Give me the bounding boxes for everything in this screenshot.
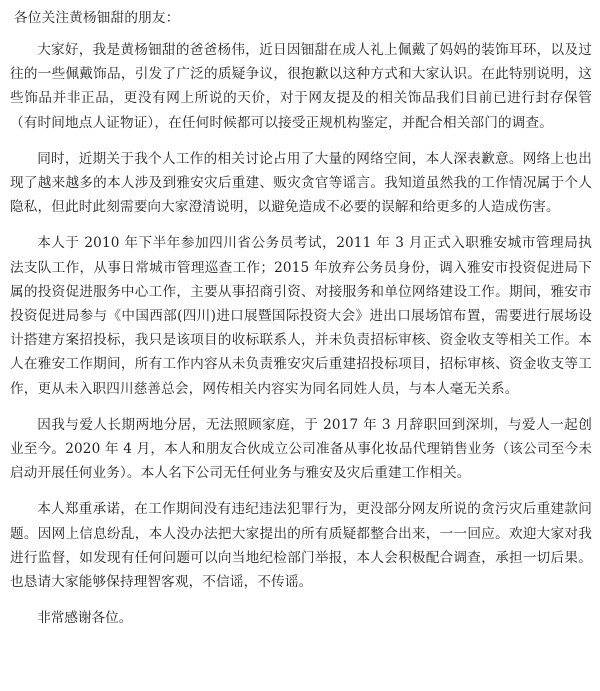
paragraph-pledge: 本人郑重承诺，在工作期间没有违纪违法犯罪行为，更没部分网友所说的贪污灾后重建款问题。因网上信息纷乱，本人没办法把大家提出的所有质疑都整合出来，一一回应。欢迎大家对我进行监督，如发现有任何问题可以向当地纪检部门举报，本人会积极配合调查，承担一切后果。也恳请大家能够保持理智客观，不信谣，不传谣。 [10, 501, 592, 591]
closing-line: 非常感谢各位。 [37, 610, 133, 627]
paragraph-apology: 同时，近期关于我个人工作的相关讨论占用了大量的网络空间，本人深表歉意。网络上也出现了越来越多的本人涉及到雅安灾后重建、贩灾贪官等谣言。我知道虽然我的工作情况属于个人隐私，但此时此刻需要向大家澄清说明，以避免造成不必要的误解和给更多的人造成伤害。 [10, 150, 592, 216]
greeting-line: 各位关注黄杨钿甜的朋友： [14, 10, 180, 26]
paragraph-relocation: 因我与爱人长期两地分居，无法照顾家庭，于 2017 年 3 月辞职回到深圳，与爱人一起创业至今。2020 年 4 月，本人和朋友合伙成立公司准备从事化妆品代理销售业务（该公司至今未启动开展任何业务）。本人名下公司无任何业务与雅安及灾后重建工作相关。 [10, 416, 592, 482]
paragraph-work-history: 本人于 2010 年下半年参加四川省公务员考试，2011 年 3 月正式入职雅安城市管理局执法支队工作，从事日常城市管理巡查工作；2015 年放弃公务员身份，调入雅安市投资促进局下属的投资促进服务中心工作，主要从事招商引资、对接服务和单位网络建设工作。期间，雅安市投资促进局参与《中国西部(四川)进口展暨国际投资大会》进出口展场馆布置，需要进行展场设计搭建方案招投标，我只是该项目的收标联系人，并未负责招标审核、资金收支等相关工作。本人在雅安工作期间，所有工作内容从未负责雅安灾后重建招投标项目，招标审核、资金收支等工作，更从未入职四川慈善总会，网传相关内容实为同名同姓人员，与本人毫无关系。 [10, 235, 592, 397]
paragraph-introduction: 大家好，我是黄杨钿甜的爸爸杨伟，近日因钿甜在成人礼上佩戴了妈妈的装饰耳环，以及过往的一些佩戴饰品，引发了广泛的质疑争议，很抱歉以这种方式和大家认识。在此特别说明，这些饰品并非正品，更没有网上所说的天价，对于网友提及的相关饰品我们目前已进行封存保管（有时间地点人证物证），在任何时候都可以接受正规机构鉴定，并配合相关部门的调查。 [10, 42, 592, 131]
statement-document [10, 6, 592, 630]
